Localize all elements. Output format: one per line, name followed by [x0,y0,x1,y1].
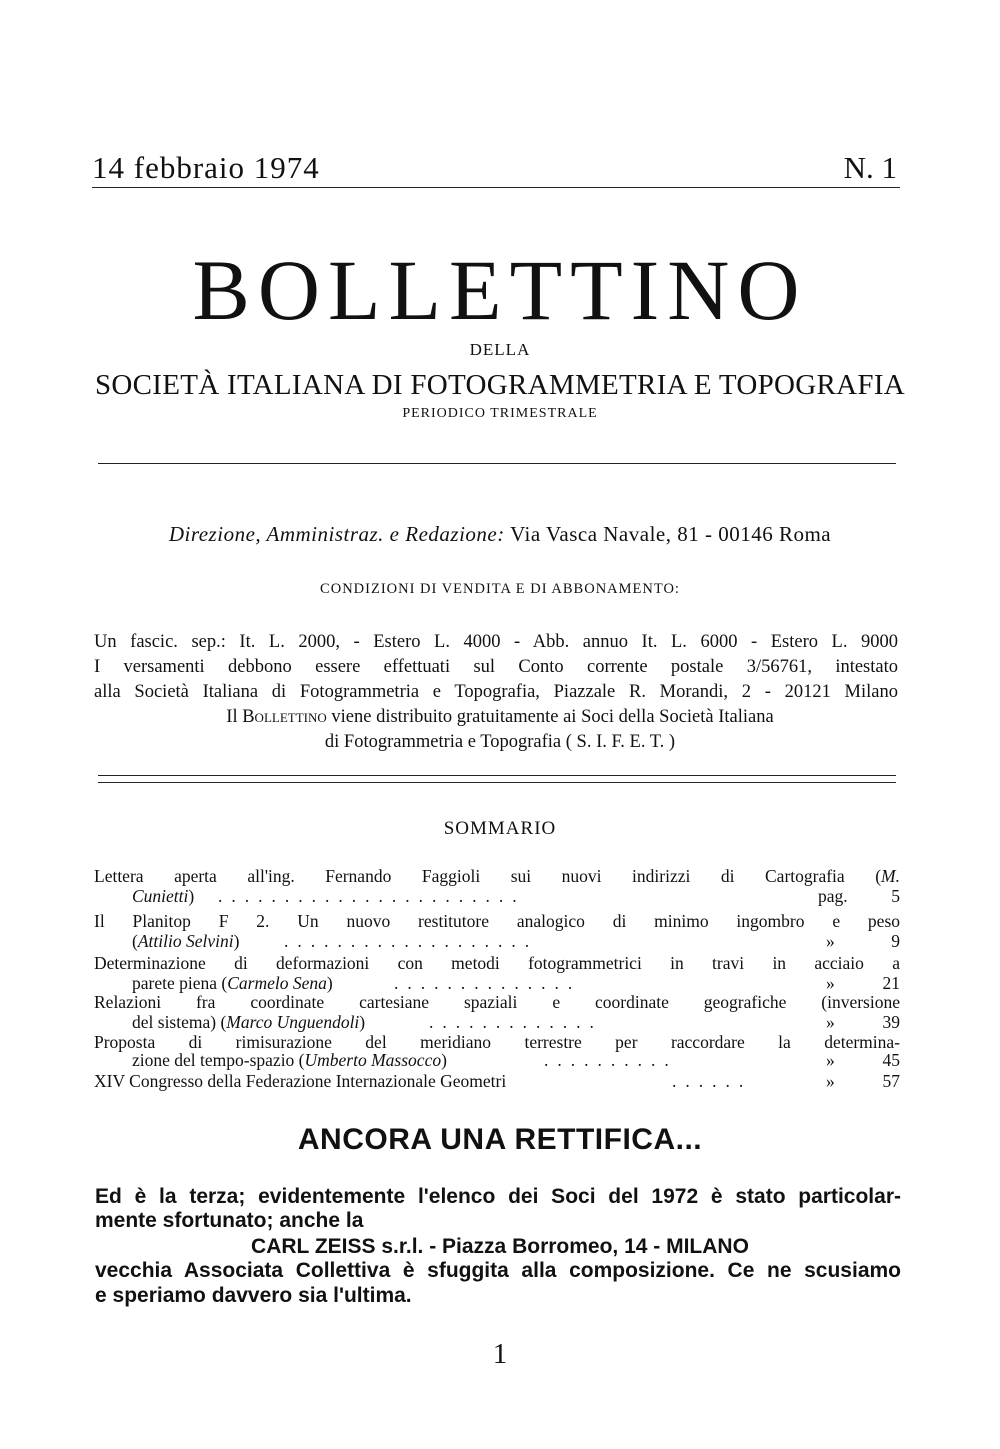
toc-entry-2-page: 9 [891,931,900,951]
toc-entry-2-author: Attilio Selvini [137,931,234,951]
issue-date: 14 febbraio 1974 [92,150,320,185]
conditions-line-3: alla Società Italiana di Fotogrammetria e Topografia, Piazzale R. Morandi, 2 - 20121 Milano [94,682,898,702]
bollettino-small-caps: Bollettino [242,707,327,727]
toc-leader: ................... [284,931,539,951]
conditions-line-4-pre: Il [226,707,238,727]
toc-entry-5-text: Proposta di rimisurazione del meridiano terrestre per raccordare la determina- [94,1032,900,1052]
toc-entry-3-line-2: parete piena (Carmelo Sena) .............. » 21 [132,973,900,993]
toc-entry-2-text: Il Planitop F 2. Un nuovo restitutore analogico di minimo ingombro e peso [94,911,900,931]
toc-leader: ............. [429,1012,603,1032]
toc-entry-1-author-initial: M. [881,866,900,886]
conditions-line-1: Un fascic. sep.: It. L. 2000, - Estero L. 4000 - Abb. annuo It. L. 6000 - Estero L. 9000 [94,632,898,652]
toc-entry-6-text: XIV Congresso della Federazione Internazionale Geometri [94,1071,507,1091]
toc-leader: ....................... [218,886,526,906]
double-rule-top [98,775,896,776]
notice-line-4: vecchia Associata Collettiva è sfuggita alla composizione. Ce ne scusiamo [95,1259,901,1282]
toc-entry-6-page: 57 [882,1071,900,1091]
toc-entry-2-line-1 [94,911,900,931]
toc-entry-5-line-1 [94,1032,900,1052]
toc-entry-2-marker: » [826,931,835,951]
toc-entry-3-line-1 [94,953,900,973]
journal-title: BOLLETTINO [192,242,808,338]
notice-heading: ANCORA UNA RETTIFICA... [297,1123,703,1156]
toc-entry-1-line-2: Cunietti) ....................... pag. 5 [132,886,900,906]
toc-entry-5-line-2: zione del tempo-spazio (Umberto Massocco) .......... » 45 [132,1050,900,1070]
toc-entry-5-marker: » [826,1050,835,1070]
address-label: Direzione, Amministraz. e Redazione: [168,522,505,546]
toc-entry-3-page: 21 [882,973,900,993]
issue-number: N. 1 [843,150,897,185]
toc-entry-4-text: Relazioni fra coordinate cartesiane spaziali e coordinate geografiche (inversione [94,992,900,1012]
address-value: Via Vasca Navale, 81 - 00146 Roma [510,522,832,546]
toc-leader: ...... [672,1071,753,1091]
toc-entry-1-author: Cunietti [132,886,189,906]
notice-line-2: mente sfortunato; anche la [95,1209,364,1232]
toc-entry-4-line-2: del sistema) (Marco Unguendoli) ............. » 39 [132,1012,900,1032]
header-rule [92,187,900,188]
notice-line-1: Ed è la terza; evidentemente l'elenco dei Soci del 1972 è stato particolar- [95,1185,901,1208]
toc-entry-4-author: Marco Unguendoli [226,1012,360,1032]
toc-entry-1-marker: pag. [818,886,848,906]
conditions-line-2: I versamenti debbono essere effettuati sul Conto corrente postale 3/56761, intestato [94,657,898,677]
conditions-line-4-post: viene distribuito gratuitamente ai Soci della Società Italiana [331,707,774,727]
toc-entry-3-marker: » [826,973,835,993]
society-name: SOCIETÀ ITALIANA DI FOTOGRAMMETRIA E TOPOGRAFIA [94,369,906,401]
toc-entry-2-line-2: (Attilio Selvini) ................... » 9 [132,931,900,951]
toc-entry-6-marker: » [826,1071,835,1091]
toc-entry-3-text: Determinazione di deformazioni con metodi fotogrammetrici in travi in acciaio a [94,953,900,973]
notice-line-3: CARL ZEISS s.r.l. - Piazza Borromeo, 14 - MILANO [251,1235,749,1258]
toc-leader: .............. [394,973,582,993]
toc-entry-3-author: Carmelo Sena [227,973,327,993]
toc-leader: .......... [544,1050,678,1070]
conditions-line-5: di Fotogrammetria e Topografia ( S. I. F. E. T. ) [324,732,676,752]
toc-entry-6 [94,1071,900,1091]
editorial-address [0,522,1000,547]
toc-entry-4-marker: » [826,1012,835,1032]
toc-entry-1-line-1 [94,866,900,886]
toc-entry-4-page: 39 [882,1012,900,1032]
notice-line-5: e speriamo davvero sia l'ultima. [95,1284,412,1307]
toc-entry-1-page: 5 [891,886,900,906]
conditions-line-4 [0,707,1000,728]
summary-heading: SOMMARIO [443,818,557,839]
masthead-rule [98,463,896,464]
periodical-subtitle: PERIODICO TRIMESTRALE [402,406,598,421]
toc-entry-4-line-1 [94,992,900,1012]
conditions-heading: CONDIZIONI DI VENDITA E DI ABBONAMENTO: [320,581,680,597]
page-number: 1 [492,1338,508,1370]
toc-entry-5-page: 45 [882,1050,900,1070]
journal-della: DELLA [469,340,531,359]
double-rule-bottom [98,782,896,783]
toc-entry-1-text: Lettera aperta all'ing. Fernando Faggioli sui nuovi indirizzi di Cartografia ( [94,866,882,886]
toc-entry-5-author: Umberto Massocco [304,1050,442,1070]
